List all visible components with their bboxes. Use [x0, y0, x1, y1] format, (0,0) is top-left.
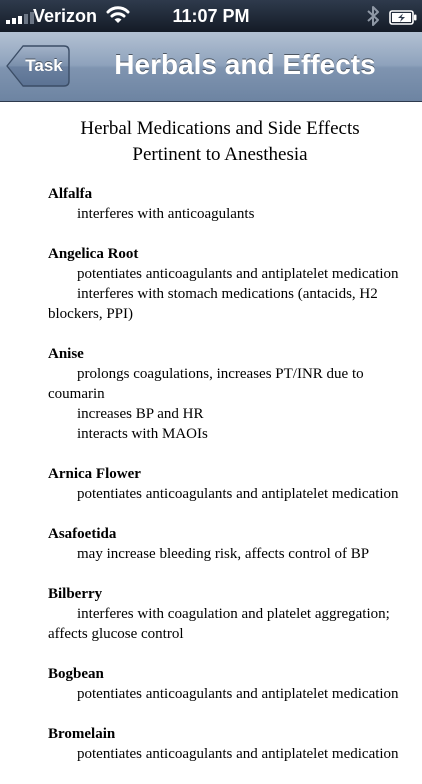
bluetooth-icon — [366, 4, 380, 33]
document-title — [40, 116, 400, 168]
status-bar — [0, 0, 422, 32]
herb-entry — [48, 724, 418, 764]
herb-entry — [48, 584, 418, 644]
herb-effect: interacts with MAOIs — [77, 426, 208, 442]
herb-name: Asafoetida — [48, 526, 117, 542]
document-title-line: Pertinent to Anesthesia — [132, 144, 308, 165]
herb-name: Alfalfa — [48, 186, 93, 202]
navigation-bar — [0, 32, 422, 102]
herb-name: Angelica Root — [48, 246, 139, 262]
herb-name: Bromelain — [48, 726, 116, 742]
herb-name: Bogbean — [48, 666, 104, 682]
herb-entry — [48, 524, 418, 564]
herb-effect: interferes with anticoagulants — [77, 206, 255, 222]
herb-name: Bilberry — [48, 586, 103, 602]
herb-entry — [48, 344, 418, 444]
herb-effect: increases BP and HR — [77, 406, 204, 422]
status-time: 11:07 PM — [172, 6, 250, 26]
herb-name: Anise — [48, 346, 84, 362]
document-view[interactable] — [0, 102, 422, 762]
herb-effect: may increase bleeding risk, affects control of BP — [77, 546, 370, 562]
herb-effect: interferes with stomach medications (antacids, H2 blockers, PPI) — [48, 286, 378, 322]
page-title: Herbals and Effects — [114, 49, 376, 80]
herb-effect: potentiates anticoagulants and antiplatelet medication — [77, 746, 399, 762]
document-title-line: Herbal Medications and Side Effects — [80, 118, 360, 139]
back-button-label: Task — [25, 56, 63, 75]
battery-charging-icon — [389, 9, 417, 30]
back-button[interactable] — [6, 44, 70, 88]
herb-entry — [48, 464, 418, 504]
carrier-name: Verizon — [33, 6, 98, 26]
herb-effect: prolongs coagulations, increases PT/INR due to coumarin — [48, 366, 364, 402]
herb-entry — [48, 184, 418, 224]
herb-entry — [48, 244, 418, 324]
herb-effect: potentiates anticoagulants and antiplatelet medication — [77, 266, 399, 282]
herb-effect: potentiates anticoagulants and antiplatelet medication — [77, 686, 399, 702]
herb-effect: potentiates anticoagulants and antiplatelet medication — [77, 486, 399, 502]
herb-list — [48, 184, 418, 784]
herb-entry — [48, 664, 418, 704]
herb-effect: interferes with coagulation and platelet aggregation; affects glucose control — [48, 606, 390, 642]
herb-name: Arnica Flower — [48, 466, 141, 482]
